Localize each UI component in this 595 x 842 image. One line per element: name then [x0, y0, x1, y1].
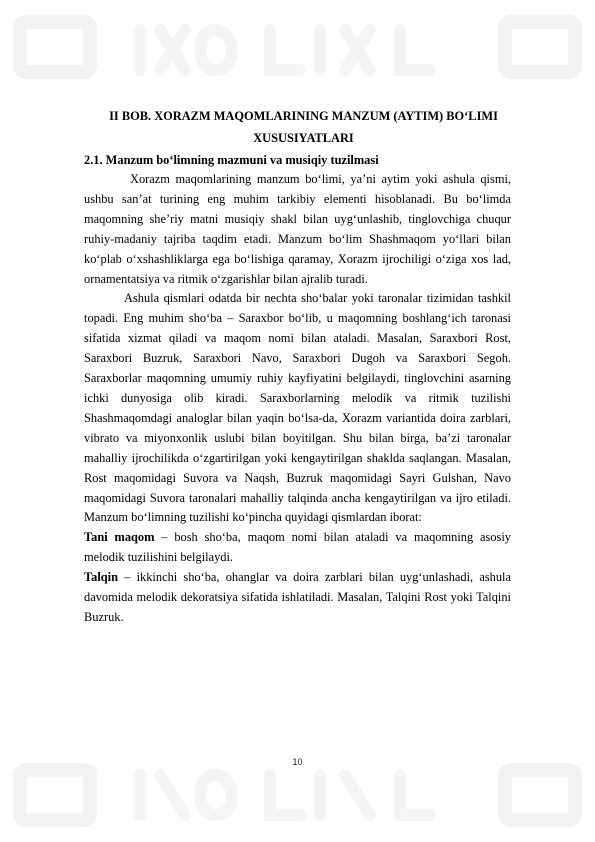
section-title: 2.1. Manzum bo‘limning mazmuni va musiqiy tuzilmasi [84, 153, 379, 167]
term-tani-maqom: Tani maqom [84, 530, 155, 545]
chapter-title: II BOB. XORAZM MAQOMLARINING MANZUM (AYTIM) BO‘LIMI XUSUSIYATLARI [109, 109, 498, 145]
definition-tani-maqom: – bosh sho‘ba, maqom nomi bilan ataladi va maqomning asosiy melodik tuzilishini belgilaydi. [84, 530, 511, 565]
paragraph-ashula-qismlari: Ashula qismlari odatda bir nechta sho‘balar yoki taronalar tizimidan tashkil topadi. Eng muhim sho‘ba – Saraxbor bo‘lib, u maqomning boshlang‘ich taronasi sifatida xizmat qiladi va maqom nomi bilan ataladi. Masalan, Saraxbori Rost, Saraxbori Buzruk, Saraxbori Navo, Saraxbori Dugoh va Saraxbori Segoh. Saraxborlar maqomning umumiy ruhiy kayfiyatini belgilaydi, tinglovchini asarning ichki dunyosiga olib kiradi. Saraxborlarning melodik va ritmik tuzilishi Shashmaqomdagi analoglar bilan yaqin bo‘lsa-da, Xorazm variantida doira zarblari, vibrato va miyonxonlik uslubi bilan boyitilgan. Shu bilan birga, ba’zi taronalar mahalliy ijrochilikda o‘zgartirilgan yoki kengaytirilgan shaklda saqlangan. Masalan, Rost maqomidagi Suvora va Naqsh, Buzruk maqomidagi Sayri Gulshan, Navo maqomidagi Suvora taronalari mahalliy talqinda ancha kengaytirilgan va ijro etiladi. Manzum bo‘limning tuzilishi ko‘pincha quyidagi qismlardan iborat: [84, 291, 511, 525]
page-content [84, 106, 511, 628]
term-talqin: Talqin [84, 570, 118, 585]
page-number: 10 [292, 757, 303, 767]
paragraph-talqin [84, 568, 511, 628]
paragraph-intro: Xorazm maqomlarining manzum bo‘limi, ya’ni aytim yoki ashula qismi, ushbu san’at turining eng muhim tarkibiy elementi hisoblanadi. Bu bo‘limda maqomning she’riy matni musiqiy shakl bilan uyg‘unlashib, tinglovchiga chuqur ruhiy-madaniy tajriba taqdim etadi. Manzum bo‘lim Shashmaqom yo‘llari bilan ko‘plab o‘xshashliklarga ega bo‘lishiga qaramay, Xorazm ijrochiligi o‘ziga xos lad, ornamentatsiya va ritmik o‘zgarishlar bilan ajralib turadi. [84, 172, 511, 286]
definition-talqin: – ikkinchi sho‘ba, ohanglar va doira zarblari bilan uyg‘unlashadi, ashula davomida melodik dekoratsiya sifatida ishlatiladi. Masalan, Talqini Rost yoki Talqini Buzruk. [84, 570, 511, 624]
paragraph-tani-maqom [84, 528, 511, 568]
